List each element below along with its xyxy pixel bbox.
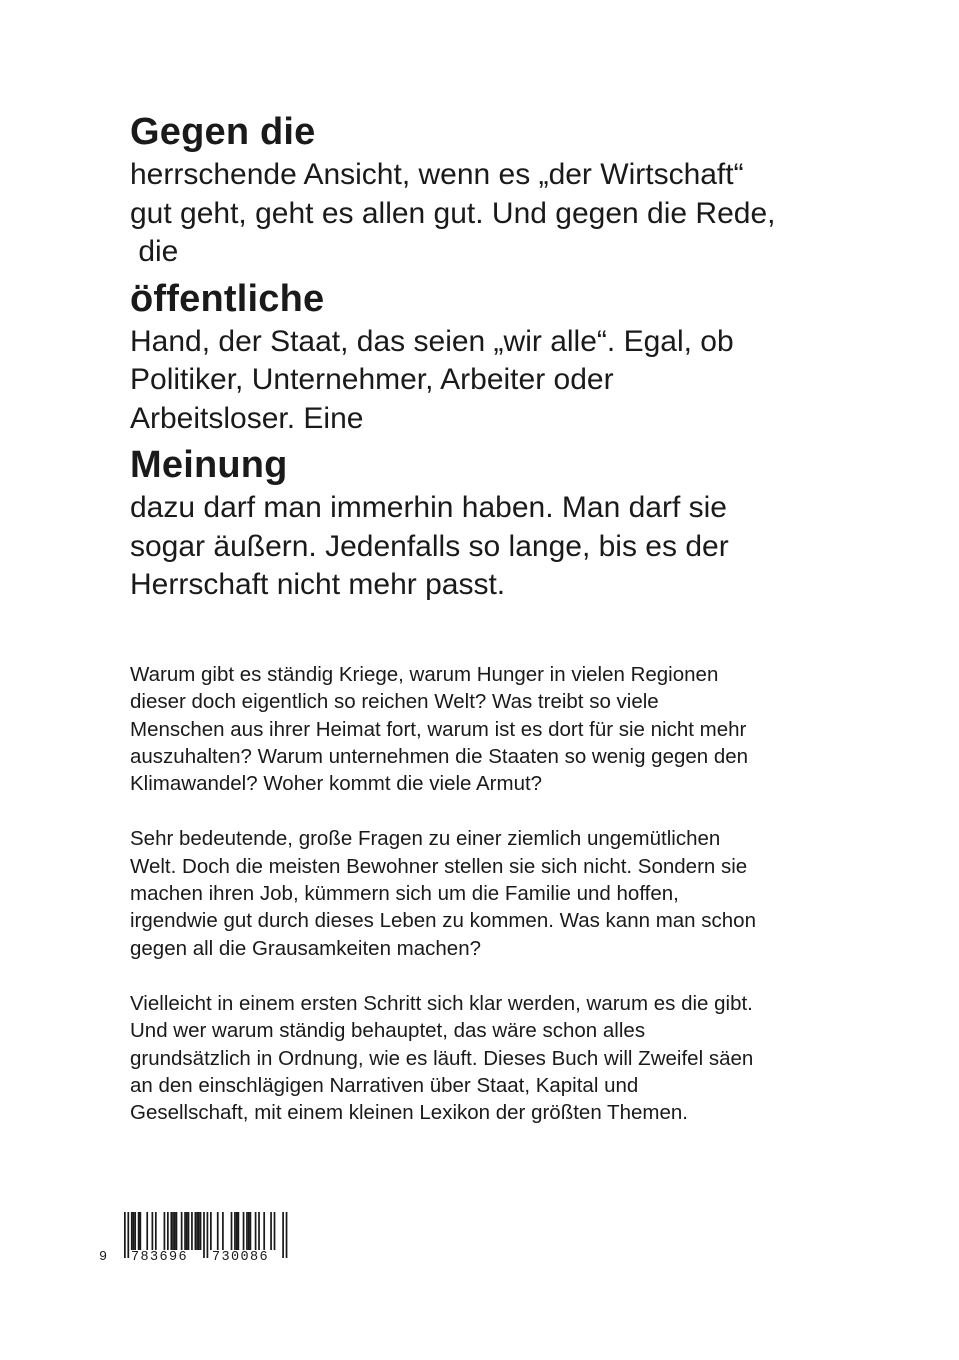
- statement-text-2: [130, 323, 830, 439]
- statement-line: Politiker, Unternehmer, Arbeiter oder: [130, 363, 614, 396]
- barcode-bar: [236, 1212, 238, 1250]
- barcode-bar: [134, 1212, 136, 1250]
- statement-line: dazu darf man immerhin haben. Man darf sie: [130, 491, 727, 524]
- blurb-line: Sehr bedeutende, große Fragen zu einer ziemlich ungemütlichen: [130, 827, 721, 851]
- barcode-bar: [184, 1212, 186, 1250]
- barcode-bar: [231, 1212, 233, 1250]
- barcode-bar: [124, 1212, 126, 1258]
- blurb-line: auszuhalten? Warum unternehmen die Staaten so wenig gegen den: [130, 744, 749, 768]
- blurb-line: Vielleicht in einem ersten Schritt sich klar werden, warum es die gibt.: [130, 991, 753, 1015]
- barcode-bar: [188, 1212, 190, 1250]
- barcode-bar: [196, 1212, 198, 1250]
- barcode-bar: [138, 1212, 140, 1250]
- barcode-digits-right: 730086: [212, 1250, 270, 1265]
- blurb-paragraph-3: [130, 990, 830, 1126]
- statement-heading-2: öffentliche: [130, 277, 325, 320]
- barcode-bar: [282, 1212, 284, 1258]
- barcode-bar: [131, 1212, 133, 1250]
- barcode-bar: [238, 1212, 240, 1250]
- blurb-line: gegen all die Grausamkeiten machen?: [130, 936, 481, 960]
- barcode-bar: [246, 1212, 248, 1250]
- barcode-bar: [139, 1212, 141, 1250]
- blurb-line: Welt. Doch die meisten Bewohner stellen sie sich nicht. Sondern sie: [130, 854, 748, 878]
- statement-text-1: [130, 156, 830, 272]
- barcode-bar: [172, 1212, 174, 1250]
- barcode-bar: [170, 1212, 172, 1250]
- barcode-bar: [191, 1212, 193, 1250]
- barcode-bar: [155, 1212, 157, 1250]
- barcode-bar: [200, 1212, 202, 1250]
- blurb-line: an den einschlägigen Narrativen über Staat, Kapital und: [130, 1073, 639, 1097]
- barcode-bar: [258, 1212, 260, 1250]
- statement-heading-1: Gegen die: [130, 111, 316, 153]
- barcode-bar: [248, 1212, 250, 1250]
- barcode-bar: [286, 1212, 288, 1258]
- barcode-bar: [217, 1212, 219, 1250]
- barcode-bar: [164, 1212, 166, 1250]
- statement-line: gut geht, geht es allen gut. Und gegen die Rede,: [130, 196, 776, 230]
- statement-line: Arbeitsloser. Eine: [130, 401, 364, 435]
- barcode-digit-first: 9: [99, 1250, 109, 1265]
- barcode-bar: [167, 1212, 169, 1250]
- barcode-bar: [234, 1212, 236, 1250]
- barcode-bar: [174, 1212, 176, 1250]
- barcode-bar: [203, 1212, 205, 1258]
- barcode-digits-left: 783696: [131, 1250, 189, 1265]
- statement-line: sogar äußern. Jedenfalls so lange, bis es der: [130, 529, 729, 563]
- barcode-bar: [255, 1212, 257, 1250]
- statement-heading-3: Meinung: [130, 444, 288, 486]
- statement-line: Hand, der Staat, das seien „wir alle“. Egal, ob: [130, 324, 734, 358]
- barcode-bar: [127, 1212, 129, 1258]
- barcode-bar: [133, 1212, 135, 1250]
- statement-line: Herrschaft nicht mehr passt.: [130, 568, 506, 601]
- barcode-bar: [207, 1212, 209, 1258]
- statement-line: herrschende Ansicht, wenn es „der Wirtschaft“: [130, 158, 744, 191]
- statement-text-3: [130, 489, 830, 605]
- statement-line: die: [130, 235, 179, 268]
- barcode-bar: [186, 1212, 188, 1250]
- blurb-line: grundsätzlich in Ordnung, wie es läuft. Dieses Buch will Zweifel säen: [130, 1046, 754, 1070]
- barcode-bar: [146, 1212, 148, 1250]
- barcode-bar: [243, 1212, 245, 1250]
- blurb-paragraph-1: [130, 661, 830, 797]
- barcode-bar: [176, 1212, 178, 1250]
- blurb-line: Gesellschaft, mit einem kleinen Lexikon der größten Themen.: [130, 1101, 688, 1125]
- blurb-line: dieser doch eigentlich so reichen Welt? Was treibt so viele: [130, 690, 659, 714]
- barcode-bar: [195, 1212, 197, 1250]
- barcode-bar: [152, 1212, 154, 1250]
- blurb-line: machen ihren Job, kümmern sich um die Familie und hoffen,: [130, 882, 679, 906]
- blurb-paragraph-2: [130, 825, 830, 961]
- barcode-bar: [181, 1212, 183, 1250]
- barcode-bar: [270, 1212, 272, 1250]
- barcode-bar: [222, 1212, 224, 1250]
- statement-section: [130, 108, 830, 608]
- barcode-bar: [198, 1212, 200, 1250]
- barcode-bar: [210, 1212, 212, 1250]
- blurb-line: Warum gibt es ständig Kriege, warum Hunger in vielen Regionen: [130, 663, 719, 686]
- blurb-line: Und wer warum ständig behauptet, das wäre schon alles: [130, 1019, 646, 1043]
- barcode-bar: [263, 1212, 265, 1250]
- blurb-section: [130, 661, 830, 1154]
- blurb-line: irgendwie gut durch dieses Leben zu kommen. Was kann man schon: [130, 909, 756, 933]
- blurb-line: Menschen aus ihrer Heimat fort, warum ist es dort für sie nicht mehr: [130, 717, 747, 741]
- blurb-line: Klimawandel? Woher kommt die viele Armut?: [130, 772, 543, 796]
- barcode-bar: [274, 1212, 276, 1250]
- barcode-bar: [250, 1212, 252, 1250]
